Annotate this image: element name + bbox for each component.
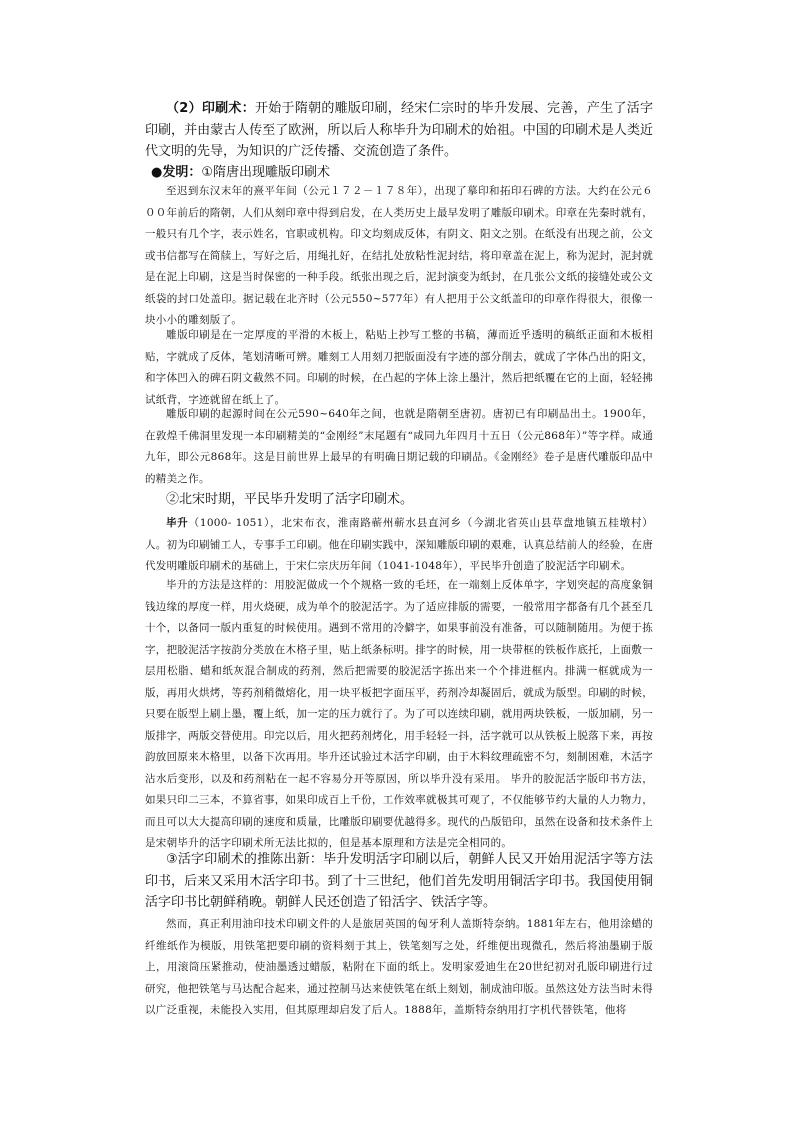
paragraph-4 xyxy=(145,513,653,578)
paragraph-6 xyxy=(145,849,653,914)
bi-sheng-name: 毕升 xyxy=(166,517,189,529)
paragraph-7-text: 然而，真正利用油印技术印刷文件的人是旅居英国的匈牙利人盖斯特奈纳。1881年左右，他用涂蜡的纤维纸作为模版，用铁笔把要印刷的资料刻于其上，铁笔刻写之处，纤维便出现微孔，然后将油墨刷于版上，用滚筒压紧推动，使油墨透过蜡版，粘附在下面的纸上。发明家爱迪生在20世纪初对孔版印刷进行过研究，他把铁笔与马达配合起来，通过控制马达来使铁笔在纸上刻划，制成油印版。虽然这处方法当时未得以广泛重视，未能投入实用，但其原理却启发了后人。1888年，盖斯特奈纳用打字机代替铁笔，他将 xyxy=(145,918,653,1016)
paragraph-6-text: ③活字印刷术的推陈出新：毕升发明活字印刷以后，朝鲜人民又开始用泥活字等方法印书，后来又采用木活字印书。到了十三世纪，他们首先发明用铜活字印书。我国使用铜活字印书比朝鲜稍晚。朝鲜人民还创造了铅活字、铁活字等。 xyxy=(145,852,653,910)
paragraph-2 xyxy=(145,325,653,411)
invention-heading-text: ①隋唐出现雕版印刷术 xyxy=(201,165,330,180)
paragraph-5 xyxy=(145,575,653,855)
paragraph-4-text: （1000- 1051），北宋布衣，淮南路蕲州蕲水县直河乡（今湖北省英山县草盘地镇五桂墩村）人。初为印刷铺工人，专事手工印刷。他在印刷实践中，深知雕版印刷的艰难，认真总结前人的经验，在唐代发明雕版印刷术的基础上，于宋仁宗庆历年间（1041-1048年），平民毕升创造了胶泥活字印刷术。 xyxy=(145,517,653,572)
invention-label: ●发明： xyxy=(151,165,202,180)
paragraph-5-text: 毕升的方法是这样的：用胶泥做成一个个规格一致的毛坯，在一端刻上反体单字，字划突起的高度象铜钱边缘的厚度一样，用火烧硬，成为单个的胶泥活字。为了适应排版的需要，一般常用字都备有几个甚至几十个，以备同一版内重复的时候使用。遇到不常用的冷僻字，如果事前没有准备，可以随制随用。为便于拣字，把胶泥活字按韵分类放在木格子里，贴上纸条标明。排字的时候，用一块带框的铁板作底托，上面敷一层用松脂、蜡和纸灰混合制成的药剂，然后把需要的胶泥活字拣出来一个个排进框内。排满一框就成为一版，再用火烘烤，等药剂稍微熔化，用一块平板把字面压平，药剂冷却凝固后，就成为版型。印刷的时候，只要在版型上刷上墨，覆上纸，加一定的压力就行了。为了可以连续印刷，就用两块铁板，一版加刷，另一版排字，两版交替使用。印完以后，用火把药剂烤化，用手轻轻一抖，活字就可以从铁板上脱落下来，再按韵放回原来木格里，以备下次再用。毕升还试验过木活字印刷，由于木料纹理疏密不匀，刻制困难，木活字沾水后变形，以及和药剂粘在一起不容易分开等原因，所以毕升没有采用。 毕升的胶泥活字版印书方法，如果只印二三本，不算省事，如果印成百上千份，工作效率就极其可观了，不仅能够节约大量的人力物力，而且可以大大提高印刷的速度和质量，比雕版印刷要优越得多。现代的凸版铅印，虽然在设备和技术条件上是宋朝毕升的活字印刷术所无法比拟的，但是基本原理和方法是完全相同的。 xyxy=(145,579,653,849)
subheading-northern-song xyxy=(145,489,653,510)
section-label: （2）印刷术： xyxy=(166,101,255,116)
paragraph-7 xyxy=(145,914,653,1022)
paragraph-3-text: 雕版印刷的起源时间在公元590~640年之间，也就是隋朝至唐初。唐初已有印刷品出土。1900年，在敦煌千佛洞里发现一本印刷精美的“金刚经”末尾题有“咸同九年四月十五日（公元868年）”等字样。咸通九年，即公元868年。这是目前世界上最早的有明确日期记载的印刷品。《金刚经》卷子是唐代雕版印品中的精美之作。 xyxy=(145,408,653,485)
subheading-northern-song-text: ②北宋时期，平民毕升发明了活字印刷术。 xyxy=(166,492,414,507)
section-intro-text: 开始于隋朝的雕版印刷，经宋仁宗时的毕升发展、完善，产生了活字印刷，并由蒙古人传至了欧洲，所以后人称毕升为印刷术的始祖。中国的印刷术是人类近代文明的先导，为知识的广泛传播、交流创造了条件。 xyxy=(145,101,653,159)
paragraph-1 xyxy=(145,181,653,332)
paragraph-2-text: 雕版印刷是在一定厚度的平滑的木板上，粘贴上抄写工整的书稿，薄而近乎透明的稿纸正面和木板相贴，字就成了反体，笔划清晰可辨。雕刻工人用刻刀把版面没有字迹的部分削去，就成了字体凸出的阳文，和字体凹入的碑石阴文截然不同。印刷的时候，在凸起的字体上涂上墨汁，然后把纸覆在它的上面，轻轻拂试纸背，字迹就留在纸上了。 xyxy=(145,329,653,406)
section-intro xyxy=(145,98,653,163)
paragraph-3 xyxy=(145,404,653,490)
paragraph-1-text: 至迟到东汉末年的熹平年间（公元１７２－１７８年），出现了摹印和拓印石碑的方法。大约在公元６００年前后的隋朝，人们从刻印章中得到启发，在人类历史上最早发明了雕版印刷术。印章在先秦时就有，一般只有几个字，表示姓名，官职或机构。印文均刻成反体，有阴文、阳文之别。在纸没有出现之前，公文或书信都写在简牍上，写好之后，用绳扎好，在结扎处放粘性泥封结，将印章盖在泥上，称为泥封，泥封就是在泥上印刷，这是当时保密的一种手段。纸张出现之后，泥封演变为纸封，在几张公文纸的接缝处或公文纸袋的封口处盖印。据记载在北齐时（公元550~577年）有人把用于公文纸盖印的印章作得很大，很像一块小小的雕刻版了。 xyxy=(145,185,653,326)
